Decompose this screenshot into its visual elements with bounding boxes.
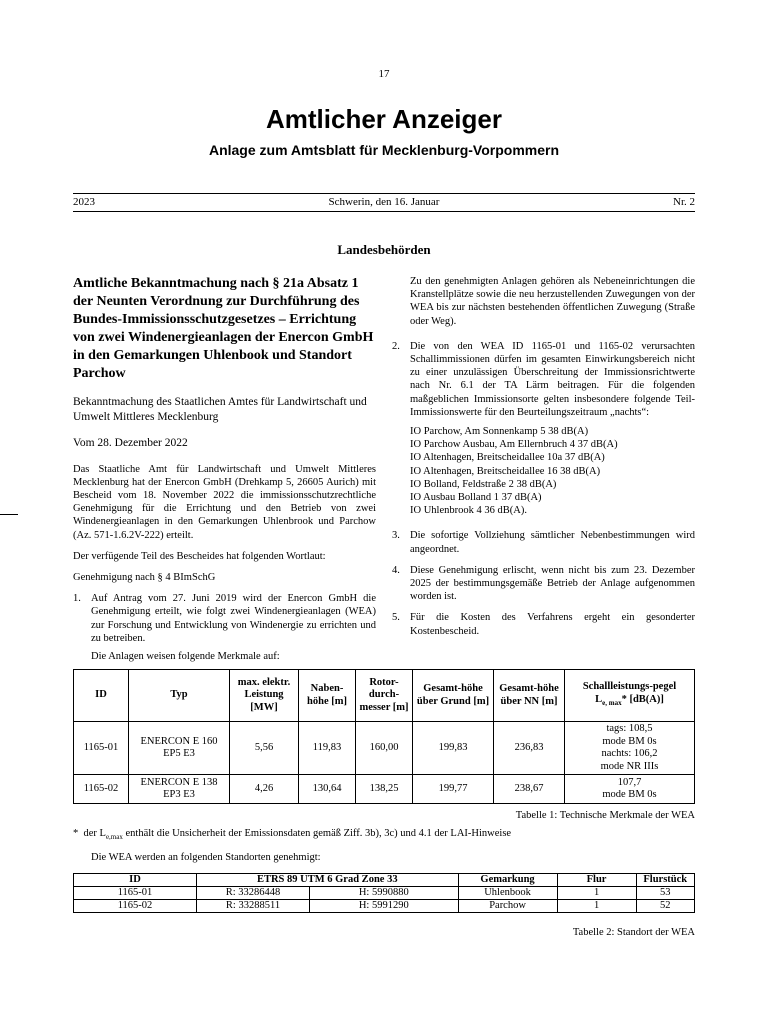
table-cell: 52 bbox=[636, 900, 694, 913]
footnote-text: der L bbox=[83, 828, 106, 839]
table-cell: 199,77 bbox=[413, 775, 494, 804]
technical-table bbox=[73, 669, 695, 804]
list-text: Die von den WEA ID 1165-01 und 1165-02 verursachten Schallimmissionen dürfen im gesamten Einwirkungsbereich nicht zu einer unzulässigen Überschreitung der Immissionsrichtwerte nach Nr. 6.1 der TA Lärm beitragen. Für die folgenden maßgeblichen Immissionsorte gelten insbesondere folgende Teil-Immissionswerte für den Beurteilungszeitraum „nachts“: bbox=[410, 340, 695, 418]
io-item: IO Parchow Ausbau, Am Ellernbruch 4 37 dB(A) bbox=[410, 439, 618, 451]
table-cell: 138,25 bbox=[356, 775, 413, 804]
table-header-text: Schallleistungs-pegel bbox=[582, 681, 677, 693]
list-subtext: Die Anlagen weisen folgende Merkmale auf: bbox=[91, 650, 280, 662]
masthead-title: Amtlicher Anzeiger bbox=[266, 104, 502, 134]
table-cell: 130,64 bbox=[299, 775, 356, 804]
list-text: Die sofortige Vollziehung sämtlicher Nebenbestimmungen wird angeordnet. bbox=[410, 530, 695, 555]
table-row bbox=[74, 900, 695, 913]
table-header-row bbox=[74, 874, 695, 887]
margin-mark bbox=[0, 514, 18, 515]
article-date: Vom 28. Dezember 2022 bbox=[73, 437, 188, 449]
table-cell bbox=[565, 722, 695, 775]
cell-line: 107,7 bbox=[617, 776, 642, 788]
table-cell: 1165-01 bbox=[74, 722, 129, 775]
list-number: 2. bbox=[392, 340, 400, 352]
cell-line: mode BM 0s bbox=[602, 735, 657, 747]
table-cell: 53 bbox=[636, 887, 694, 900]
article-issuer: Bekanntmachung des Staatlichen Amtes für Landwirtschaft und Umwelt Mittleres Mecklenburg bbox=[73, 396, 367, 423]
masthead-subtitle: Anlage zum Amtsblatt für Mecklenburg-Vorpommern bbox=[208, 142, 560, 158]
table-header: Gesamt-höhe über Grund [m] bbox=[413, 670, 494, 722]
table-header: Flur bbox=[557, 874, 636, 887]
list-number: 3. bbox=[392, 530, 400, 542]
io-list bbox=[410, 425, 695, 517]
header-row bbox=[73, 193, 695, 212]
location-table bbox=[73, 873, 695, 913]
table-header: ETRS 89 UTM 6 Grad Zone 33 bbox=[197, 874, 459, 887]
io-item: IO Parchow, Am Sonnenkamp 5 38 dB(A) bbox=[410, 426, 589, 438]
table-header-text: * [dB(A)] bbox=[621, 693, 664, 705]
table-header: ID bbox=[74, 874, 197, 887]
table-cell: 1165-02 bbox=[74, 900, 197, 913]
table-cell: 4,26 bbox=[230, 775, 299, 804]
article-paragraph: Zu den genehmigten Anlagen gehören als Nebeneinrichtungen die Kranstellplätze sowie die neu herzustellenden Zuwegungen von der WEA bis zur nächsten bestehenden öffentlichen Zuwegung (Straße oder Weg). bbox=[410, 276, 695, 327]
table-header: Typ bbox=[129, 670, 230, 722]
table-cell: 160,00 bbox=[356, 722, 413, 775]
table-cell: ENERCON E 160 EP5 E3 bbox=[129, 722, 230, 775]
footnote-text: enthält die Unsicherheit der Emissionsdaten gemäß Ziff. 3b), 3c) und 4.1 der LAI-Hinweise bbox=[125, 828, 512, 839]
table-cell: 199,83 bbox=[413, 722, 494, 775]
footnote-star: * bbox=[73, 828, 79, 839]
list-number: 4. bbox=[392, 564, 400, 576]
table-header: Gemarkung bbox=[458, 874, 557, 887]
table-header: ID bbox=[74, 670, 129, 722]
table-cell: 236,83 bbox=[494, 722, 565, 775]
table-cell: 1165-02 bbox=[74, 775, 129, 804]
table-header: Naben-höhe [m] bbox=[299, 670, 356, 722]
table-cell: 1 bbox=[557, 900, 636, 913]
list-item bbox=[392, 340, 695, 518]
list-text: Auf Antrag vom 27. Juni 2019 wird der Enercon GmbH die Genehmigung erteilt, wie folgt zwei Windenergieanlagen (WEA) zur Forschung und Entwicklung von Windenergie zu errichten und zu betreiben. bbox=[91, 593, 376, 644]
header-issue: Nr. 2 bbox=[673, 196, 695, 208]
table-header: Gesamt-höhe über NN [m] bbox=[494, 670, 565, 722]
table-header: max. elektr. Leistung [MW] bbox=[230, 670, 299, 722]
cell-line: tags: 108,5 bbox=[606, 723, 653, 734]
cell-line: nachts: 106,2 bbox=[601, 748, 658, 759]
table-cell: 5,56 bbox=[230, 722, 299, 775]
left-column bbox=[73, 275, 376, 671]
section-heading: Landesbehörden bbox=[337, 242, 431, 257]
table-cell: 238,67 bbox=[494, 775, 565, 804]
table-intro: Die WEA werden an folgenden Standorten genehmigt: bbox=[91, 852, 321, 863]
article-paragraph: Der verfügende Teil des Bescheides hat folgenden Wortlaut: bbox=[73, 550, 326, 562]
right-column bbox=[392, 275, 695, 646]
table-cell: Uhlenbook bbox=[458, 887, 557, 900]
list-item bbox=[392, 611, 695, 637]
table-caption: Tabelle 2: Standort der WEA bbox=[572, 927, 695, 938]
table-header bbox=[565, 670, 695, 722]
list-text: Diese Genehmigung erlischt, wenn nicht bis zum 23. Dezember 2025 der bestimmungsgemäße Betrieb der Anlage aufgenommen worden ist. bbox=[410, 564, 695, 603]
article-paragraph: Das Staatliche Amt für Landwirtschaft und Umwelt Mittleres Mecklenburg hat der Enercon GmbH (Drehkamp 5, 26605 Aurich) mit Bescheid vom 18. November 2022 die immissionsschutzrechtliche Genehmigung für die Errichtung und den Betrieb von zwei Windenergieanlagen in den Gemarkungen Uhlenbrook und Parchow (Az. 571-1.6.2V-222) erteilt. bbox=[73, 463, 376, 541]
footnote bbox=[73, 828, 695, 841]
list-number: 5. bbox=[392, 612, 400, 624]
list-number: 1. bbox=[73, 593, 81, 605]
io-item: IO Altenhagen, Breitscheidallee 10a 37 dB(A) bbox=[410, 452, 605, 464]
io-item: IO Bolland, Feldstraße 2 38 dB(A) bbox=[410, 478, 557, 490]
table-cell: 1 bbox=[557, 887, 636, 900]
table-cell: ENERCON E 138 EP3 E3 bbox=[129, 775, 230, 804]
table-cell: R: 33288511 bbox=[197, 900, 310, 913]
page-number: 17 bbox=[378, 68, 390, 80]
table-cell: 1165-01 bbox=[74, 887, 197, 900]
cell-line: mode NR IIIs bbox=[600, 760, 659, 772]
footnote-subscript: e,max bbox=[105, 833, 123, 842]
header-place-date: Schwerin, den 16. Januar bbox=[328, 196, 440, 208]
table-header: Rotor-durch-messer [m] bbox=[356, 670, 413, 722]
table-caption: Tabelle 1: Technische Merkmale der WEA bbox=[515, 810, 695, 821]
table-header-subscript: e, max bbox=[602, 699, 622, 708]
table-header-text: L bbox=[595, 693, 603, 705]
table-cell: H: 5990880 bbox=[310, 887, 459, 900]
table-cell: 119,83 bbox=[299, 722, 356, 775]
table-row bbox=[74, 775, 695, 804]
table-header-row bbox=[74, 670, 695, 722]
io-item: IO Uhlenbrook 4 36 dB(A). bbox=[410, 505, 527, 517]
table-cell: R: 33286448 bbox=[197, 887, 310, 900]
list-text: Für die Kosten des Verfahrens ergeht ein gesonderter Kostenbescheid. bbox=[410, 612, 695, 637]
list-item bbox=[392, 564, 695, 604]
header-year: 2023 bbox=[73, 196, 95, 208]
table-row bbox=[74, 887, 695, 900]
cell-line: mode BM 0s bbox=[602, 789, 657, 800]
table-header: Flurstück bbox=[636, 874, 694, 887]
table-cell bbox=[565, 775, 695, 804]
table-cell: Parchow bbox=[458, 900, 557, 913]
article-paragraph: Genehmigung nach § 4 BImSchG bbox=[73, 571, 216, 583]
table-cell: H: 5991290 bbox=[310, 900, 459, 913]
list-item bbox=[73, 592, 376, 663]
article-heading: Amtliche Bekanntmachung nach § 21a Absatz 1 der Neunten Verordnung zur Durchführung des Bundes-Immissionsschutzgesetzes – Errichtung von zwei Windenergieanlagen der Enercon GmbH in den Gemarkungen Uhlenbook und Standort Parchow bbox=[73, 276, 374, 381]
io-item: IO Altenhagen, Breitscheidallee 16 38 dB(A) bbox=[410, 465, 601, 477]
table-row bbox=[74, 722, 695, 775]
list-item bbox=[392, 529, 695, 555]
io-item: IO Ausbau Bolland 1 37 dB(A) bbox=[410, 492, 542, 504]
